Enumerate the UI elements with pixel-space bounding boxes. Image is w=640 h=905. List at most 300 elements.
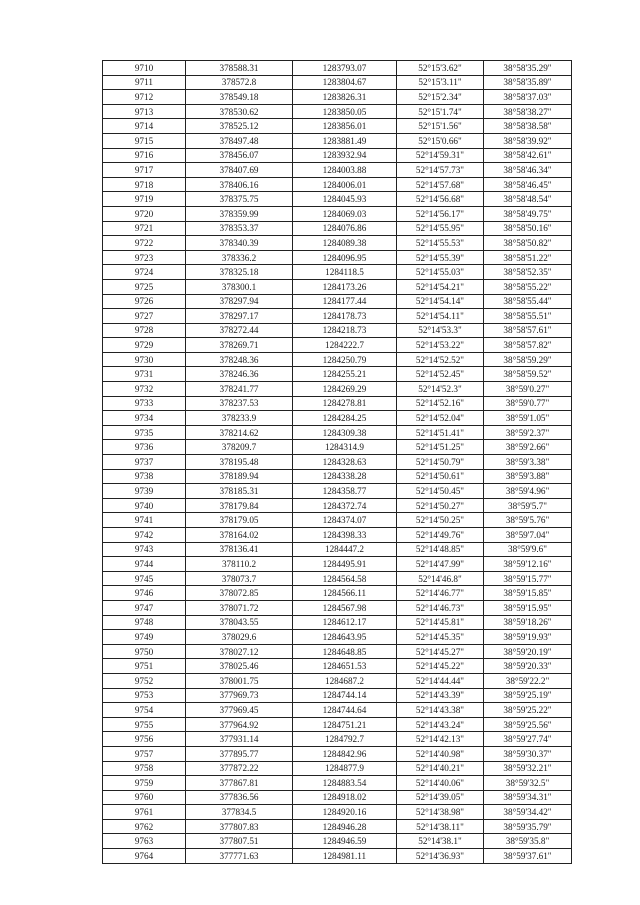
x-coordinate-cell: 378353.37 [186, 221, 293, 236]
latitude-cell: 52°14'36.93" [397, 849, 484, 864]
x-coordinate-cell: 377807.83 [186, 819, 293, 834]
point-number-cell: 9759 [103, 776, 186, 791]
point-number-cell: 9724 [103, 265, 186, 280]
table-row [103, 630, 572, 645]
latitude-cell: 52°14'54.21" [397, 279, 484, 294]
point-number-cell: 9760 [103, 790, 186, 805]
y-coordinate-cell: 1284218.73 [293, 323, 397, 338]
x-coordinate-cell: 378336.2 [186, 250, 293, 265]
longitude-cell: 38°58'46.34" [484, 163, 572, 178]
longitude-cell: 38°58'55.51" [484, 309, 572, 324]
table-row [103, 221, 572, 236]
longitude-cell: 38°58'50.16" [484, 221, 572, 236]
longitude-cell: 38°59'4.96" [484, 484, 572, 499]
table-row [103, 396, 572, 411]
x-coordinate-cell: 378246.36 [186, 367, 293, 382]
x-coordinate-cell: 378214.62 [186, 425, 293, 440]
latitude-cell: 52°14'54.11" [397, 309, 484, 324]
y-coordinate-cell: 1284751.21 [293, 717, 397, 732]
latitude-cell: 52°14'52.04" [397, 411, 484, 426]
longitude-cell: 38°59'35.79" [484, 819, 572, 834]
table-row [103, 119, 572, 134]
point-number-cell: 9757 [103, 746, 186, 761]
y-coordinate-cell: 1284744.64 [293, 703, 397, 718]
point-number-cell: 9712 [103, 90, 186, 105]
table-row [103, 819, 572, 834]
longitude-cell: 38°59'32.21" [484, 761, 572, 776]
x-coordinate-cell: 378043.55 [186, 615, 293, 630]
longitude-cell: 38°58'59.29" [484, 352, 572, 367]
y-coordinate-cell: 1284643.95 [293, 630, 397, 645]
longitude-cell: 38°59'15.77" [484, 571, 572, 586]
point-number-cell: 9733 [103, 396, 186, 411]
point-number-cell: 9751 [103, 659, 186, 674]
point-number-cell: 9738 [103, 469, 186, 484]
x-coordinate-cell: 378209.7 [186, 440, 293, 455]
y-coordinate-cell: 1284284.25 [293, 411, 397, 426]
latitude-cell: 52°14'38.11" [397, 819, 484, 834]
latitude-cell: 52°14'43.38" [397, 703, 484, 718]
table-row [103, 542, 572, 557]
longitude-cell: 38°58'46.45" [484, 177, 572, 192]
table-row [103, 484, 572, 499]
longitude-cell: 38°58'51.22" [484, 250, 572, 265]
x-coordinate-cell: 378027.12 [186, 644, 293, 659]
table-row [103, 688, 572, 703]
longitude-cell: 38°58'52.35" [484, 265, 572, 280]
latitude-cell: 52°14'46.77" [397, 586, 484, 601]
latitude-cell: 52°14'40.06" [397, 776, 484, 791]
x-coordinate-cell: 378359.99 [186, 206, 293, 221]
y-coordinate-cell: 1283850.05 [293, 104, 397, 119]
table-row [103, 528, 572, 543]
y-coordinate-cell: 1284173.26 [293, 279, 397, 294]
latitude-cell: 52°14'44.44" [397, 673, 484, 688]
y-coordinate-cell: 1284447.2 [293, 542, 397, 557]
y-coordinate-cell: 1284946.59 [293, 834, 397, 849]
x-coordinate-cell: 377895.77 [186, 746, 293, 761]
point-number-cell: 9754 [103, 703, 186, 718]
latitude-cell: 52°14'55.95" [397, 221, 484, 236]
y-coordinate-cell: 1284250.79 [293, 352, 397, 367]
y-coordinate-cell: 1284495.91 [293, 557, 397, 572]
x-coordinate-cell: 378241.77 [186, 382, 293, 397]
table-row [103, 90, 572, 105]
longitude-cell: 38°59'2.66" [484, 440, 572, 455]
x-coordinate-cell: 378406.16 [186, 177, 293, 192]
latitude-cell: 52°15'3.62" [397, 61, 484, 76]
longitude-cell: 38°58'35.89" [484, 75, 572, 90]
longitude-cell: 38°59'0.27" [484, 382, 572, 397]
longitude-cell: 38°59'9.6" [484, 542, 572, 557]
point-number-cell: 9725 [103, 279, 186, 294]
longitude-cell: 38°59'20.19" [484, 644, 572, 659]
longitude-cell: 38°59'20.33" [484, 659, 572, 674]
longitude-cell: 38°58'59.52" [484, 367, 572, 382]
y-coordinate-cell: 1284877.9 [293, 761, 397, 776]
longitude-cell: 38°59'15.95" [484, 600, 572, 615]
longitude-cell: 38°58'38.58" [484, 119, 572, 134]
point-number-cell: 9720 [103, 206, 186, 221]
latitude-cell: 52°14'51.41" [397, 425, 484, 440]
y-coordinate-cell: 1284358.77 [293, 484, 397, 499]
point-number-cell: 9758 [103, 761, 186, 776]
latitude-cell: 52°14'50.25" [397, 513, 484, 528]
y-coordinate-cell: 1284089.38 [293, 236, 397, 251]
table-row [103, 192, 572, 207]
y-coordinate-cell: 1284278.81 [293, 396, 397, 411]
table-row [103, 440, 572, 455]
point-number-cell: 9744 [103, 557, 186, 572]
coordinates-table [102, 60, 572, 864]
longitude-cell: 38°59'30.37" [484, 746, 572, 761]
point-number-cell: 9726 [103, 294, 186, 309]
table-row [103, 571, 572, 586]
coordinates-table-body [103, 61, 572, 864]
point-number-cell: 9717 [103, 163, 186, 178]
latitude-cell: 52°14'45.35" [397, 630, 484, 645]
table-row [103, 673, 572, 688]
x-coordinate-cell: 378237.53 [186, 396, 293, 411]
table-row [103, 849, 572, 864]
x-coordinate-cell: 378407.69 [186, 163, 293, 178]
y-coordinate-cell: 1284045.93 [293, 192, 397, 207]
longitude-cell: 38°58'37.03" [484, 90, 572, 105]
x-coordinate-cell: 378340.39 [186, 236, 293, 251]
latitude-cell: 52°14'40.21" [397, 761, 484, 776]
table-row [103, 163, 572, 178]
table-row [103, 250, 572, 265]
longitude-cell: 38°58'35.29" [484, 61, 572, 76]
latitude-cell: 52°15'1.56" [397, 119, 484, 134]
table-row [103, 61, 572, 76]
y-coordinate-cell: 1284118.5 [293, 265, 397, 280]
point-number-cell: 9748 [103, 615, 186, 630]
x-coordinate-cell: 378530.62 [186, 104, 293, 119]
table-row [103, 206, 572, 221]
latitude-cell: 52°14'55.53" [397, 236, 484, 251]
x-coordinate-cell: 378110.2 [186, 557, 293, 572]
longitude-cell: 38°59'35.8" [484, 834, 572, 849]
longitude-cell: 38°58'55.44" [484, 294, 572, 309]
x-coordinate-cell: 378549.18 [186, 90, 293, 105]
table-row [103, 557, 572, 572]
table-row [103, 498, 572, 513]
x-coordinate-cell: 377771.63 [186, 849, 293, 864]
x-coordinate-cell: 378164.02 [186, 528, 293, 543]
x-coordinate-cell: 378029.6 [186, 630, 293, 645]
y-coordinate-cell: 1284612.17 [293, 615, 397, 630]
x-coordinate-cell: 378071.72 [186, 600, 293, 615]
point-number-cell: 9755 [103, 717, 186, 732]
x-coordinate-cell: 378233.9 [186, 411, 293, 426]
y-coordinate-cell: 1284946.28 [293, 819, 397, 834]
point-number-cell: 9753 [103, 688, 186, 703]
latitude-cell: 52°14'48.85" [397, 542, 484, 557]
table-row [103, 104, 572, 119]
x-coordinate-cell: 378588.31 [186, 61, 293, 76]
longitude-cell: 38°58'57.61" [484, 323, 572, 338]
point-number-cell: 9718 [103, 177, 186, 192]
point-number-cell: 9741 [103, 513, 186, 528]
table-row [103, 469, 572, 484]
longitude-cell: 38°59'7.04" [484, 528, 572, 543]
x-coordinate-cell: 378248.36 [186, 352, 293, 367]
y-coordinate-cell: 1284328.63 [293, 455, 397, 470]
latitude-cell: 52°14'53.3" [397, 323, 484, 338]
longitude-cell: 38°59'25.22" [484, 703, 572, 718]
x-coordinate-cell: 378456.07 [186, 148, 293, 163]
table-row [103, 659, 572, 674]
point-number-cell: 9745 [103, 571, 186, 586]
y-coordinate-cell: 1284744.14 [293, 688, 397, 703]
table-row [103, 382, 572, 397]
y-coordinate-cell: 1284883.54 [293, 776, 397, 791]
x-coordinate-cell: 377969.73 [186, 688, 293, 703]
latitude-cell: 52°14'55.39" [397, 250, 484, 265]
latitude-cell: 52°14'45.81" [397, 615, 484, 630]
table-row [103, 513, 572, 528]
x-coordinate-cell: 378375.75 [186, 192, 293, 207]
y-coordinate-cell: 1284792.7 [293, 732, 397, 747]
y-coordinate-cell: 1284920.16 [293, 805, 397, 820]
y-coordinate-cell: 1284374.07 [293, 513, 397, 528]
x-coordinate-cell: 378325.18 [186, 265, 293, 280]
table-row [103, 703, 572, 718]
point-number-cell: 9731 [103, 367, 186, 382]
table-row [103, 586, 572, 601]
y-coordinate-cell: 1284006.01 [293, 177, 397, 192]
longitude-cell: 38°58'38.27" [484, 104, 572, 119]
point-number-cell: 9721 [103, 221, 186, 236]
table-row [103, 425, 572, 440]
table-row [103, 265, 572, 280]
latitude-cell: 52°15'1.74" [397, 104, 484, 119]
y-coordinate-cell: 1284687.2 [293, 673, 397, 688]
table-row [103, 732, 572, 747]
x-coordinate-cell: 378136.41 [186, 542, 293, 557]
table-row [103, 776, 572, 791]
longitude-cell: 38°59'37.61" [484, 849, 572, 864]
latitude-cell: 52°14'52.3" [397, 382, 484, 397]
y-coordinate-cell: 1284567.98 [293, 600, 397, 615]
x-coordinate-cell: 378297.17 [186, 309, 293, 324]
longitude-cell: 38°58'42.61" [484, 148, 572, 163]
latitude-cell: 52°14'50.27" [397, 498, 484, 513]
point-number-cell: 9764 [103, 849, 186, 864]
table-row [103, 615, 572, 630]
point-number-cell: 9736 [103, 440, 186, 455]
point-number-cell: 9742 [103, 528, 186, 543]
longitude-cell: 38°58'55.22" [484, 279, 572, 294]
y-coordinate-cell: 1284096.95 [293, 250, 397, 265]
point-number-cell: 9732 [103, 382, 186, 397]
latitude-cell: 52°14'57.73" [397, 163, 484, 178]
x-coordinate-cell: 377969.45 [186, 703, 293, 718]
latitude-cell: 52°14'50.61" [397, 469, 484, 484]
table-row [103, 790, 572, 805]
x-coordinate-cell: 377867.81 [186, 776, 293, 791]
table-row [103, 455, 572, 470]
x-coordinate-cell: 378272.44 [186, 323, 293, 338]
latitude-cell: 52°14'52.16" [397, 396, 484, 411]
point-number-cell: 9752 [103, 673, 186, 688]
y-coordinate-cell: 1284338.28 [293, 469, 397, 484]
table-row [103, 323, 572, 338]
x-coordinate-cell: 378269.71 [186, 338, 293, 353]
longitude-cell: 38°59'1.05" [484, 411, 572, 426]
table-row [103, 644, 572, 659]
x-coordinate-cell: 378195.48 [186, 455, 293, 470]
point-number-cell: 9719 [103, 192, 186, 207]
y-coordinate-cell: 1283932.94 [293, 148, 397, 163]
longitude-cell: 38°59'27.74" [484, 732, 572, 747]
y-coordinate-cell: 1284398.33 [293, 528, 397, 543]
table-row [103, 177, 572, 192]
x-coordinate-cell: 377834.5 [186, 805, 293, 820]
point-number-cell: 9728 [103, 323, 186, 338]
point-number-cell: 9749 [103, 630, 186, 645]
point-number-cell: 9715 [103, 133, 186, 148]
latitude-cell: 52°14'38.98" [397, 805, 484, 820]
latitude-cell: 52°14'39.05" [397, 790, 484, 805]
y-coordinate-cell: 1284314.9 [293, 440, 397, 455]
longitude-cell: 38°58'48.54" [484, 192, 572, 207]
latitude-cell: 52°14'52.52" [397, 352, 484, 367]
point-number-cell: 9730 [103, 352, 186, 367]
point-number-cell: 9763 [103, 834, 186, 849]
longitude-cell: 38°59'3.88" [484, 469, 572, 484]
x-coordinate-cell: 377807.51 [186, 834, 293, 849]
longitude-cell: 38°59'15.85" [484, 586, 572, 601]
table-row [103, 309, 572, 324]
table-row [103, 133, 572, 148]
longitude-cell: 38°59'34.42" [484, 805, 572, 820]
y-coordinate-cell: 1284981.11 [293, 849, 397, 864]
latitude-cell: 52°14'45.22" [397, 659, 484, 674]
latitude-cell: 52°14'40.98" [397, 746, 484, 761]
point-number-cell: 9723 [103, 250, 186, 265]
latitude-cell: 52°14'52.45" [397, 367, 484, 382]
latitude-cell: 52°14'45.27" [397, 644, 484, 659]
y-coordinate-cell: 1284372.74 [293, 498, 397, 513]
longitude-cell: 38°59'18.26" [484, 615, 572, 630]
x-coordinate-cell: 377836.56 [186, 790, 293, 805]
y-coordinate-cell: 1284269.29 [293, 382, 397, 397]
y-coordinate-cell: 1283856.01 [293, 119, 397, 134]
x-coordinate-cell: 378572.8 [186, 75, 293, 90]
longitude-cell: 38°58'57.82" [484, 338, 572, 353]
point-number-cell: 9735 [103, 425, 186, 440]
longitude-cell: 38°59'0.77" [484, 396, 572, 411]
latitude-cell: 52°14'49.76" [397, 528, 484, 543]
latitude-cell: 52°15'0.66" [397, 133, 484, 148]
y-coordinate-cell: 1284648.85 [293, 644, 397, 659]
y-coordinate-cell: 1284222.7 [293, 338, 397, 353]
x-coordinate-cell: 378073.7 [186, 571, 293, 586]
longitude-cell: 38°58'49.75" [484, 206, 572, 221]
x-coordinate-cell: 378189.94 [186, 469, 293, 484]
latitude-cell: 52°14'53.22" [397, 338, 484, 353]
longitude-cell: 38°59'12.16" [484, 557, 572, 572]
y-coordinate-cell: 1284076.86 [293, 221, 397, 236]
longitude-cell: 38°59'25.19" [484, 688, 572, 703]
longitude-cell: 38°59'25.56" [484, 717, 572, 732]
y-coordinate-cell: 1284842.96 [293, 746, 397, 761]
point-number-cell: 9713 [103, 104, 186, 119]
y-coordinate-cell: 1284309.38 [293, 425, 397, 440]
latitude-cell: 52°14'50.45" [397, 484, 484, 499]
table-row [103, 148, 572, 163]
x-coordinate-cell: 378072.85 [186, 586, 293, 601]
latitude-cell: 52°14'57.68" [397, 177, 484, 192]
y-coordinate-cell: 1283881.49 [293, 133, 397, 148]
point-number-cell: 9714 [103, 119, 186, 134]
point-number-cell: 9761 [103, 805, 186, 820]
y-coordinate-cell: 1284918.02 [293, 790, 397, 805]
x-coordinate-cell: 378185.31 [186, 484, 293, 499]
y-coordinate-cell: 1283804.67 [293, 75, 397, 90]
latitude-cell: 52°14'43.24" [397, 717, 484, 732]
point-number-cell: 9746 [103, 586, 186, 601]
point-number-cell: 9729 [103, 338, 186, 353]
table-row [103, 75, 572, 90]
point-number-cell: 9737 [103, 455, 186, 470]
x-coordinate-cell: 377872.22 [186, 761, 293, 776]
y-coordinate-cell: 1284566.11 [293, 586, 397, 601]
table-row [103, 367, 572, 382]
point-number-cell: 9710 [103, 61, 186, 76]
latitude-cell: 52°14'55.03" [397, 265, 484, 280]
table-row [103, 294, 572, 309]
longitude-cell: 38°59'19.93" [484, 630, 572, 645]
longitude-cell: 38°59'5.7" [484, 498, 572, 513]
table-row [103, 761, 572, 776]
table-row [103, 352, 572, 367]
longitude-cell: 38°59'34.31" [484, 790, 572, 805]
longitude-cell: 38°59'32.5" [484, 776, 572, 791]
x-coordinate-cell: 378179.05 [186, 513, 293, 528]
longitude-cell: 38°59'22.2" [484, 673, 572, 688]
y-coordinate-cell: 1283826.31 [293, 90, 397, 105]
table-row [103, 805, 572, 820]
latitude-cell: 52°14'56.17" [397, 206, 484, 221]
latitude-cell: 52°14'46.8" [397, 571, 484, 586]
latitude-cell: 52°14'46.73" [397, 600, 484, 615]
point-number-cell: 9722 [103, 236, 186, 251]
point-number-cell: 9711 [103, 75, 186, 90]
latitude-cell: 52°14'56.68" [397, 192, 484, 207]
point-number-cell: 9734 [103, 411, 186, 426]
point-number-cell: 9743 [103, 542, 186, 557]
x-coordinate-cell: 377964.92 [186, 717, 293, 732]
y-coordinate-cell: 1284178.73 [293, 309, 397, 324]
y-coordinate-cell: 1284564.58 [293, 571, 397, 586]
longitude-cell: 38°58'39.92" [484, 133, 572, 148]
latitude-cell: 52°15'3.11" [397, 75, 484, 90]
table-row [103, 834, 572, 849]
longitude-cell: 38°58'50.82" [484, 236, 572, 251]
point-number-cell: 9747 [103, 600, 186, 615]
table-row [103, 600, 572, 615]
table-row [103, 717, 572, 732]
point-number-cell: 9739 [103, 484, 186, 499]
longitude-cell: 38°59'2.37" [484, 425, 572, 440]
x-coordinate-cell: 378297.94 [186, 294, 293, 309]
x-coordinate-cell: 378001.75 [186, 673, 293, 688]
point-number-cell: 9740 [103, 498, 186, 513]
latitude-cell: 52°15'2.34" [397, 90, 484, 105]
